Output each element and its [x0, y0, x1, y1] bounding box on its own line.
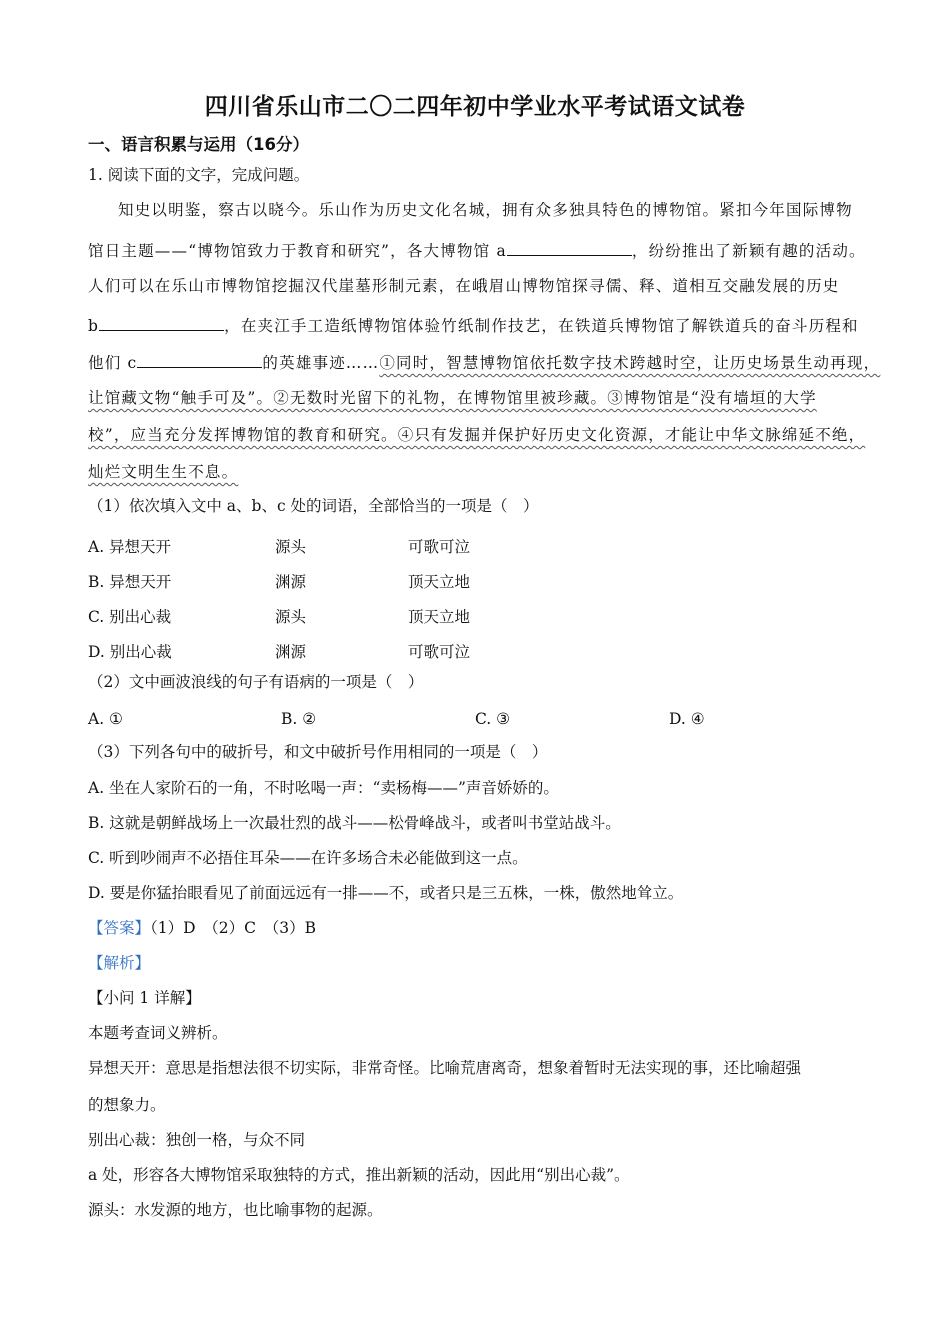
- wavy-sentence: 让馆藏文物“触手可及”。②无数时光留下的礼物，在博物馆里被珍藏。③博物馆是“没有墙垣的大学: [88, 389, 817, 407]
- passage-text: ，纷纷推出了新颖有趣的活动。: [631, 242, 866, 260]
- option-c: 可歌可泣: [408, 538, 471, 556]
- passage-text: 的英雄事迹……: [262, 354, 380, 372]
- analysis-paragraph: a 处，形容各大博物馆采取独特的方式，推出新颖的活动，因此用“别出心裁”。: [88, 1166, 630, 1184]
- option-label[interactable]: D. 别出心裁: [88, 643, 172, 661]
- passage-line: [88, 241, 866, 260]
- section-heading: 一、语言积累与运用（16分）: [88, 135, 309, 154]
- sub-question-2: （2）文中画波浪线的句子有语病的一项是（ ）: [88, 673, 424, 691]
- wavy-sentence: 灿烂文明生生不息。: [88, 463, 239, 481]
- analysis-tag: 【解析】: [88, 954, 151, 972]
- analysis-paragraph: 别出心裁：独创一格，与众不同: [88, 1131, 306, 1149]
- passage-line: [88, 316, 859, 335]
- passage-text: b: [88, 317, 100, 335]
- option-label[interactable]: B. 异想天开: [88, 573, 172, 591]
- passage-line: 人们可以在乐山市博物馆挖掘汉代崖墓形制元素，在峨眉山博物馆探寻儒、释、道相互交融发展的历史: [88, 277, 840, 295]
- sub-question-1: （1）依次填入文中 a、b、c 处的词语，全部恰当的一项是（ ）: [88, 497, 539, 515]
- option-label[interactable]: A. 异想天开: [88, 538, 172, 556]
- option-c: 顶天立地: [408, 608, 471, 626]
- option-b: 源头: [275, 538, 307, 556]
- answer-text: （1）D （2）C （3）B: [150, 919, 317, 937]
- analysis-paragraph: 的想象力。: [88, 1096, 166, 1114]
- passage-text: ，在夹江手工造纸博物馆体验竹纸制作技艺，在铁道兵博物馆了解铁道兵的奋斗历程和: [224, 317, 859, 335]
- option-a[interactable]: A. ①: [88, 710, 123, 728]
- option-c: 可歌可泣: [408, 643, 471, 661]
- wavy-sentence: ①同时，智慧博物馆依托数字技术跨越时空，让历史场景生动再现，: [379, 354, 881, 372]
- passage-line: 知史以明鉴，察古以晓今。乐山作为历史文化名城，拥有众多独具特色的博物馆。紧扣今年国际博物: [118, 201, 853, 219]
- option-b: 源头: [275, 608, 307, 626]
- answer-tag: 【答案】: [88, 919, 151, 937]
- blank-c[interactable]: [137, 353, 262, 368]
- option-c[interactable]: C. 听到吵闹声不必捂住耳朵——在许多场合未必能做到这一点。: [88, 849, 528, 867]
- answer-line: [88, 921, 316, 937]
- blank-b[interactable]: [99, 316, 224, 331]
- analysis-paragraph: 本题考查词义辨析。: [88, 1024, 228, 1042]
- option-c: 顶天立地: [408, 573, 471, 591]
- option-b: 渊源: [275, 573, 307, 591]
- sub-question-3: （3）下列各句中的破折号，和文中破折号作用相同的一项是（ ）: [88, 743, 548, 761]
- wavy-sentence: 校”，应当充分发挥博物馆的教育和研究。④只有发掘并保护好历史文化资源，才能让中华文脉绵延不绝，: [88, 426, 866, 444]
- page-title: 四川省乐山市二〇二四年初中学业水平考试语文试卷: [204, 94, 746, 120]
- option-d[interactable]: D. ④: [669, 710, 705, 728]
- option-b[interactable]: B. 这就是朝鲜战场上一次最壮烈的战斗——松骨峰战斗，或者叫书堂站战斗。: [88, 814, 621, 832]
- passage-line: [88, 465, 238, 481]
- passage-line: [88, 428, 865, 444]
- option-a[interactable]: A. 坐在人家阶石的一角，不时吆喝一声：“卖杨梅——”声音娇娇的。: [88, 779, 559, 797]
- analysis-subtitle: 【小问 1 详解】: [88, 989, 201, 1007]
- passage-text: 他们 c: [88, 354, 138, 372]
- option-d[interactable]: D. 要是你猛抬眼看见了前面远远有一排——不，或者只是三五株，一株，傲然地耸立。: [88, 884, 684, 902]
- passage-line: [88, 391, 817, 407]
- passage-line: [88, 353, 880, 372]
- option-c[interactable]: C. ③: [475, 710, 511, 728]
- passage-text: 馆日主题——“博物馆致力于教育和研究”，各大博物馆 a: [88, 242, 507, 260]
- option-label[interactable]: C. 别出心裁: [88, 608, 172, 626]
- question-stem: 1. 阅读下面的文字，完成问题。: [88, 166, 310, 184]
- analysis-paragraph: 源头：水发源的地方，也比喻事物的起源。: [88, 1201, 383, 1219]
- blank-a[interactable]: [507, 241, 632, 256]
- option-b: 渊源: [275, 643, 307, 661]
- analysis-paragraph: 异想天开：意思是指想法很不切实际，非常奇怪。比喻荒唐离奇，想象着暂时无法实现的事，还比喻超强: [88, 1059, 802, 1077]
- option-b[interactable]: B. ②: [281, 710, 317, 728]
